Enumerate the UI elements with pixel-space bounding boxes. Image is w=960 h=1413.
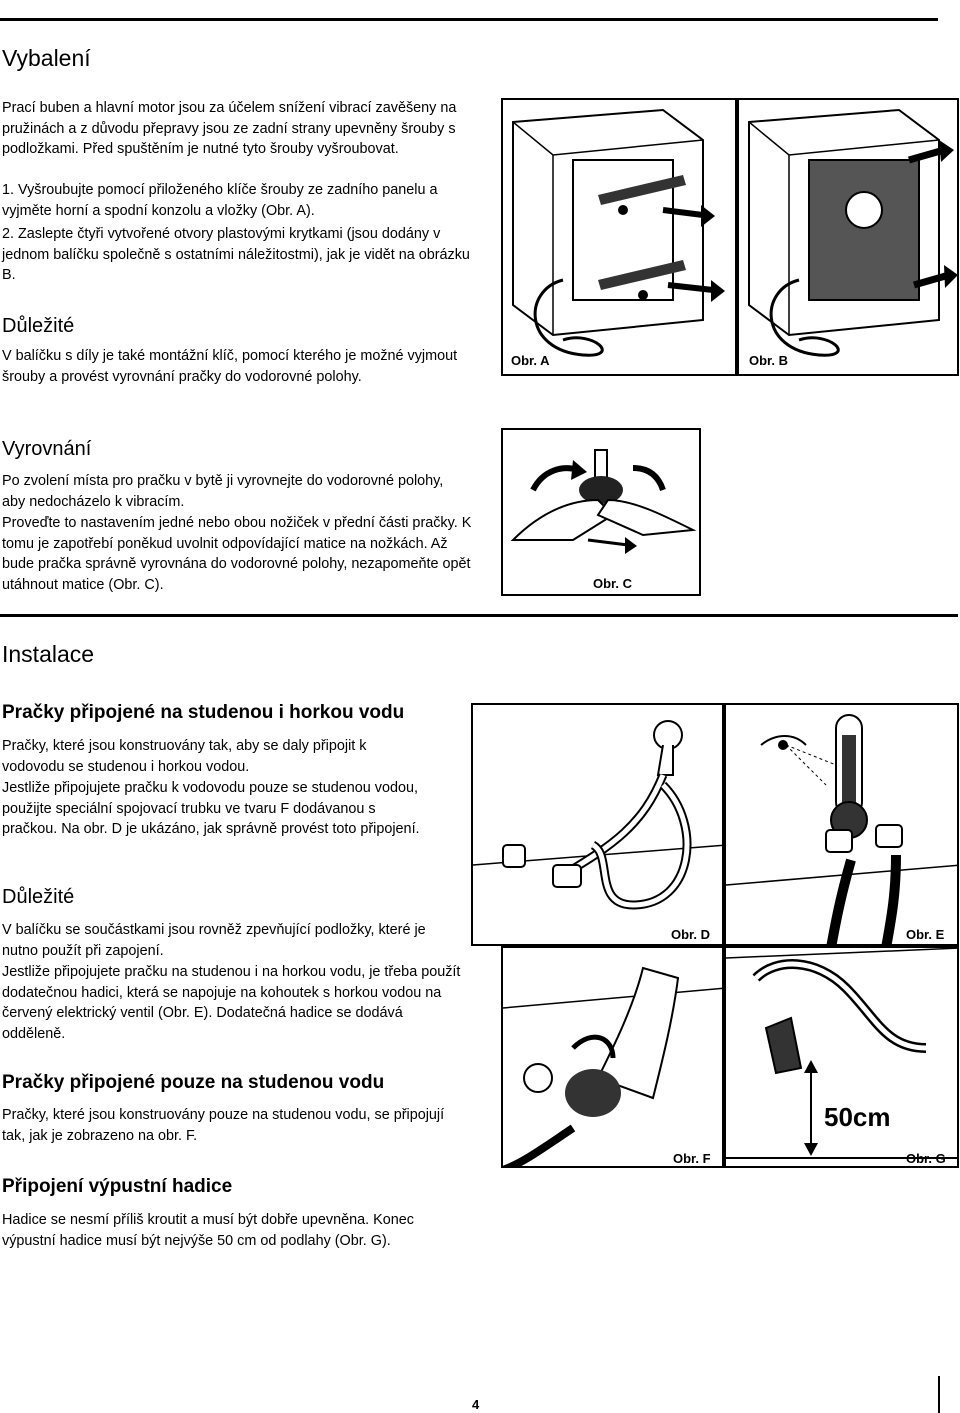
studena-horka-text-2: Jestliže připojujete pračku k vodovodu pouze se studenou vodou, použijte speciální spojovací trubku ve tvaru F dodávanou s pračkou. Na obr. D je ukázáno, jak správně provést toto připojení. — [2, 780, 420, 837]
top-rule — [0, 18, 938, 21]
figure-a-caption: Obr. A — [511, 353, 550, 368]
figure-c — [501, 428, 701, 596]
figure-f — [501, 946, 724, 1168]
vyrovnani-text-1: Po zvolení místa pro pračku v bytě ji vyrovnejte do vodorovné polohy, aby nedocházelo k vibracím. — [2, 473, 444, 510]
section-title-vypustni: Připojení výpustní hadice — [2, 1176, 233, 1197]
section-title-dulezite-2: Důležité — [2, 886, 75, 908]
vyrovnani-text-2: Proveďte to nastavením jedné nebo obou nožiček v přední části pračky. K tomu je zapotřebí poněkud uvolnit odpovídající matice na nožkách. Až bude pračka správně vyrovnána do vodorovné polohy, nezapomeňte opět utáhnout matice (Obr. C). — [2, 515, 472, 593]
figure-f-caption: Obr. F — [673, 1151, 711, 1166]
dulezite-2-text-1: V balíčku se součástkami jsou rovněž zpevňující podložky, které je nutno použít při zapojení. — [2, 922, 426, 959]
figure-g-measure: 50cm — [824, 1102, 891, 1132]
figure-g-caption: Obr. G — [906, 1151, 946, 1166]
section-title-vyrovnani: Vyrovnání — [2, 438, 92, 460]
figure-g — [724, 946, 959, 1168]
figure-b — [737, 98, 959, 376]
vybaleni-step-2: 2. Zaslepte čtyři vytvořené otvory plastovými krytkami (jsou dodány v jednom balíčku společně s ostatními náležitostmi), jak je vidět na obrázku B. — [2, 226, 470, 283]
dulezite-1-text: V balíčku s díly je také montážní klíč, pomocí kterého je možné vyjmout šrouby a provést vyrovnání pračky do vodorovné polohy. — [2, 348, 458, 385]
section-title-vybaleni: Vybalení — [2, 45, 91, 71]
section-title-pouze-studena: Pračky připojené pouze na studenou vodu — [2, 1072, 385, 1093]
vybaleni-intro: Prací buben a hlavní motor jsou za účelem snížení vibrací zavěšeny na pružinách a z důvodu přepravy jsou ze zadní strany upevněny šrouby s podložkami. Před spuštěním je nutné tyto šrouby vyšroubovat. — [2, 100, 457, 157]
pouze-studena-text: Pračky, které jsou konstruovány pouze na studenou vodu, se připojují tak, jak je zobrazeno na obr. F. — [2, 1107, 445, 1144]
figure-b-caption: Obr. B — [749, 353, 789, 368]
studena-horka-text-1: Pračky, které jsou konstruovány tak, aby se daly připojit k vodovodu se studenou i horkou vodou. — [2, 738, 367, 775]
figure-d — [471, 703, 724, 946]
page-number-divider — [938, 1376, 940, 1413]
section-title-dulezite-1: Důležité — [2, 315, 75, 337]
section-title-instalace: Instalace — [2, 641, 95, 667]
figure-d-caption: Obr. D — [671, 927, 711, 942]
page-number: 4 — [472, 1397, 480, 1412]
instalace-rule — [0, 614, 958, 617]
figure-a — [501, 98, 737, 376]
dulezite-2-text-2: Jestliže připojujete pračku na studenou i na horkou vodu, je třeba použít dodatečnou hadici, která se napojuje na kohoutek s horkou vodou na červený elektrický ventil (Obr. E). Dodatečná hadice se dodává odděleně. — [2, 964, 461, 1042]
figure-c-caption: Obr. C — [593, 576, 633, 591]
figure-e-caption: Obr. E — [906, 927, 945, 942]
vypustni-text: Hadice se nesmí příliš kroutit a musí být dobře upevněna. Konec výpustní hadice musí být nejvýše 50 cm od podlahy (Obr. G). — [2, 1212, 414, 1249]
figure-e — [724, 703, 959, 946]
vybaleni-step-1: 1. Vyšroubujte pomocí přiloženého klíče šrouby ze zadního panelu a vyjměte horní a spodní konzolu a vložky (Obr. A). — [2, 182, 438, 219]
section-title-studena-horka: Pračky připojené na studenou i horkou vodu — [2, 702, 405, 723]
